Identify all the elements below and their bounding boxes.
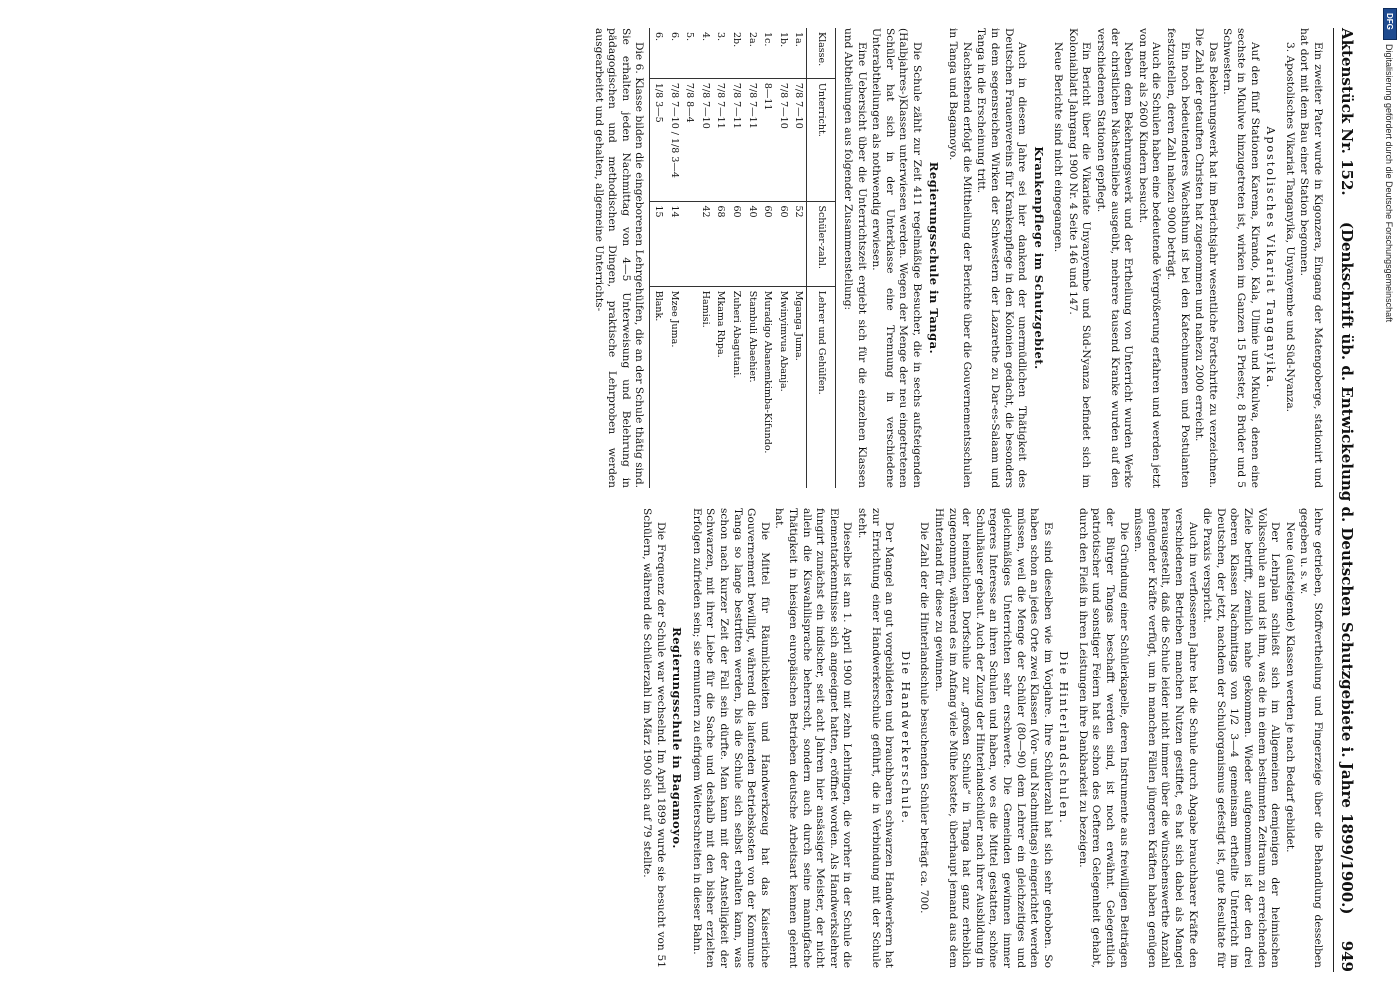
table-cell: Muradigo Abanemkimba-Kifundo. [760, 286, 776, 488]
table-row [744, 28, 760, 488]
table-row [697, 28, 713, 488]
paragraph: Die Zahl der die Hinterlandschule besuchenden Schüler beträgt ca. 700. [918, 522, 931, 914]
table-cell [682, 201, 698, 286]
table-cell: 6. [650, 28, 666, 78]
rotated-document-page [8, 8, 1370, 992]
paragraph: Die Frequenz der Schule war wechselnd. Im April 1899 wurde sie besucht von 51 Schülern, während die Schülerzahl im März 1900 sich auf 79 stellte. [641, 508, 667, 968]
table-header: Unterricht. [807, 78, 836, 201]
running-head [1333, 28, 1360, 972]
watermark-text: Digitalisierung gefördert durch die Deutsche Forschungsgemeinschaft [1384, 44, 1394, 323]
table-cell: 15 [650, 201, 666, 286]
table-cell: Zuheri Abagutani. [728, 286, 744, 488]
table-cell: 68 [713, 201, 729, 286]
table-cell: 1b. [777, 32, 789, 48]
paragraph: Ein Bericht über die Vikariate Unyanyembe und Süd-Nyanza befindet sich im Kolonialblatt Jahrgang 1900 Nr. 4 Seite 146 und 147. [1066, 28, 1093, 488]
heading-krankenpflege: Krankenpflege im Schutzgebiet. [1031, 146, 1046, 370]
table-cell [682, 286, 698, 488]
table-cell: Hamisi. [697, 286, 713, 488]
table-cell: 5. [684, 32, 696, 42]
paragraph: Dieselbe ist am 1. April 1900 mit zehn Lehrlingen, die vorher in der Schule die Elementarkenntnisse sich angeeignet hatten, eröffnet worden. Als Handwerkslehrer fungirt zunächst ein indischer, seit acht Jahren hier ansässiger Meister, der nicht allein die Kiswahilisprache beherrscht, sondern auch durch seine mannigfache Thätigkeit in hiesigen europäischen Betrieben deutsche Arbeitsart kennen gelernt hat. [773, 508, 854, 968]
table-cell: 1c. [762, 32, 774, 47]
paragraph: Neue (aufsteigende) Klassen werden je nach Bedarf gebildet. [1283, 522, 1296, 853]
table-header: Klasse. [807, 28, 836, 78]
dfg-logo-text: DFG [1385, 13, 1394, 30]
page-number: 949 [1338, 940, 1356, 972]
table-header: Schüler-zahl. [807, 201, 836, 286]
table-cell: 1/8 3—5 [650, 78, 666, 201]
table-cell: 60 [728, 201, 744, 286]
table-cell: 60 [760, 201, 776, 286]
table-cell: 7/8 7—10 [791, 78, 807, 201]
right-column [639, 508, 1325, 968]
table-header: Lehrer und Gehülfen. [807, 286, 836, 488]
table-cell: 7/8 7—10 [697, 78, 713, 201]
table-cell: 1a. [793, 32, 805, 47]
paragraph: Auch im verflossenen Jahre hat die Schule durch Abgabe brauchbarer Kräfte den verschiedenen Betrieben manchen Nutzen gestiftet, es hat sich dabei als Mangel herausgestellt, daß die Schule leider nicht immer über die wünschenswerthe Anzahl genügender Kräfte verfügt, um in manchen Fällen jüngeren Kräften haben genügen müssen. [1132, 508, 1199, 968]
paragraph: Neue Berichte sind nicht eingegangen. [1052, 42, 1065, 253]
heading-regierungsschule-tanga: Regierungsschule in Tanga. [926, 161, 941, 355]
table-row [775, 28, 791, 488]
section-heading-vikariat: 3. Apostolisches Vikariat Tanganyika, Unyanyembe und Süd-Nyanza. [1283, 42, 1296, 413]
paragraph: Auch in diesem Jahre sei hier dankend der unermüdlichen Thätigkeit des Deutschen Frauenvereins für Krankenpflege in den Kolonien gedacht, die besonders in dem segensreichen Wirken der Schwestern der Lazarethe zu Dar-es-Salaam und Tanga in die Erscheinung tritt. [975, 28, 1029, 488]
dfg-watermark [1383, 8, 1395, 808]
paragraph: Die 6. Klasse bilden die eingeborenen Lehrgehülfen, die an der Schule thätig sind. Sie erhalten jeden Nachmittag von 4—5 Unterweisung und Belehrung in pädagogischen und methodischen Dingen, praktische Lehrproben werden ausgearbeitet und gehalten, allgemeine Unterrichts- [592, 28, 646, 488]
table-cell: 7/8 7—11 [728, 78, 744, 201]
heading-handwerkerschule: Die Handwerkerschule. [898, 651, 912, 825]
table-cell: 2b. [731, 32, 743, 48]
dfg-logo [1383, 8, 1397, 40]
table-row [728, 28, 744, 488]
class-schedule-table [649, 28, 836, 488]
table-cell: 8—11 [760, 78, 776, 201]
table-row [682, 28, 698, 488]
table-cell: 7/8 7—10 / 1/8 3—4 [666, 78, 682, 201]
table-row [666, 28, 682, 488]
table-cell: 60 [775, 201, 791, 286]
paragraph: Ein noch bedeutenderes Wachsthum ist bei den Katechumenen und Postulanten festzustellen, deren Zahl nahezu 9000 beträgt. [1165, 28, 1191, 488]
paragraph: Nachstehend erfolgt die Mittheilung der Berichte über die Gouvernementsschulen in Tanga und Bagamoyo. [947, 28, 973, 488]
heading-hinterlandschulen: Die Hinterlandschulen. [1057, 651, 1071, 825]
paragraph: Auf den fünf Stationen Karema, Kirando, Kala, Ulimie und Mkulwa, denen eine sechste in Mkulwe hinzugetreten ist, wirken im Ganzen 15 Priester, 8 Brüder und 5 Schwestern. [1221, 28, 1261, 488]
table-row [713, 28, 729, 488]
table-cell: 6. [668, 32, 680, 42]
paragraph: Die Gründung einer Schülerkapelle, deren Instrumente aus freiwilligen Beiträgen der Bürger Tangas beschafft werden sind, ist noch erwähnt. Gelegentlich patriotischer und sonstiger Feiern hat sie schon des Oefteren Gelegenheit gehabt, durch den Fleiß in ihren Leistungen ihre Dankbarkeit zu bezeigen. [1076, 508, 1130, 968]
paragraph: Neben dem Bekehrungswerk und der Ertheilung von Unterricht wurden Werke der christlichen Nächstenliebe ausgeübt, mehrere tausend Kranke wurden auf den verschiedenen Stationen gepflegt. [1095, 28, 1135, 488]
paragraph: Die Mittel für Räumlichkeiten und Handwerkzeug hat das Kaiserliche Gouvernement bewilligt, während die laufenden Betriebskosten von der Kommune Tanga so lange bestritten werden, bis die Schule sich selbst erhalten kann, was schon nach kurzer Zeit der Fall sein dürfte. Man kann mit der Anstelligkeit der Schwarzen, mit ihrer Liebe für die Sache und deshalb mit den bisher erzielten Erfolgen zufrieden sein; sie ermuntern zu eifrigem Weiterschreiten in dieser Bahn. [690, 508, 771, 968]
paragraph: lehre getrieben, Stoffvertheilung und Fingerzeige über die Behandlung desselben gegeben u. s. w. [1298, 508, 1324, 968]
table-cell: 2a. [746, 32, 758, 47]
table-cell: Mkama Rhpa. [713, 286, 729, 488]
table-row [791, 28, 807, 488]
paragraph: Der Mangel an gut vorgebildeten und brauchbaren schwarzen Handwerkern hat zur Errichtung einer Handwerkerschule geführt, die in Verbindung mit der Schule steht. [856, 508, 896, 968]
paragraph: Das Bekehrungswerk hat im Berichtsjahr wesentliche Fortschritte zu verzeichnen. Die Zahl der getauften Christen hat zugenommen und nahezu 2000 erreicht. [1193, 28, 1219, 488]
table-cell: 4. [699, 32, 711, 42]
paragraph: Es sind dieselben wie im Vorjahre. Ihre Schülerzahl hat sich sehr gehoben. So haben schon an jedes Orte zwei Klassen (Vor- und Nachmittags) eingerichtet werden müssen, weil die Menge der Schüler (80—90) dem Lehrer ein gleichzeitiges und gleichmäßiges Unterrichten sehr erschwerte. Die Gemeinden gewinnen immer regeres Interesse an ihren Schulen und haben, wo es die Mittel gestatten, schöne Schulhäuser gebaut. Auch der Zuzug der Hinterlandschüler nach ihrer Ausbildung in der heimatlichen Dorfschule zur „großen Schule“ in Tanga hat ganz erheblich zugenommen, während es im Anfang viele Mühe kostete, überhaupt jemand aus dem Hinterland für diese zu gewinnen. [932, 508, 1054, 968]
table-cell: Mzee Juma. [666, 286, 682, 488]
table-cell: 7/8 7—11 [744, 78, 760, 201]
document-title: (Denkschrift üb. d. Entwickelung d. Deutschen Schutzgebiete i. Jahre 1899/1900.) [1338, 221, 1356, 915]
paragraph: Die Schule zählt zur Zeit 411 regelmäßige Besucher, die in sechs aufsteigenden (Halbjahres-)Klassen unterwiesen werden. Wegen der Menge der neu eingetretenen Schüler hat sich in der Unterklasse eine Trennung in verschiedene Unterabtheilungen als nothwendig erwiesen. [870, 28, 923, 488]
table-cell: 7/8 7—10 [775, 78, 791, 201]
heading-regierungsschule-bagamoyo: Regierungsschule in Bagamoyo. [670, 627, 685, 849]
table-body [650, 28, 807, 488]
left-column [590, 28, 1324, 488]
table-cell: Stambuli Abaehier. [744, 286, 760, 488]
table-cell: 52 [791, 201, 807, 286]
paragraph: Auch die Schulen haben eine bedeutende Vergrößerung erfahren und werden jetzt von mehr als 2600 Kindern besucht. [1136, 28, 1163, 488]
table-cell: 7/8 7—11 [713, 78, 729, 201]
table-cell: Mganga Juma. [791, 286, 807, 488]
table-row [760, 28, 776, 488]
paragraph: Eine Uebersicht über die Unterrichtszeit ergiebt sich für die einzelnen Klassen und Abtheilungen aus folgender Zusammenstellung: [842, 28, 868, 488]
paragraph: Der Lehrplan schließt sich im Allgemeinen demjenigen der heimischen Volksschule an und ist ihm, was die in einem bestimmten Zeitraum zu erreichenden Ziele betrifft, ziemlich nahe gekommen. Wieder aufgenommen ist der den drei oberen Klassen Nachmittags von 1/2 3—4 gemeinsam ertheilte Unterricht im Deutschen, der jetzt, nachdem der Schulorganismus gefestigt ist, gute Resultate für die Praxis verspricht. [1201, 508, 1282, 968]
table-cell: Mwinyimvua Abanja. [775, 286, 791, 488]
subheading-apostolisches-vikariat: Apostolisches Vikariat Tanganyika. [1264, 126, 1278, 390]
paragraph: Ein zweiter Pater wurde in Kigonzera, Eingang der Matengoberge, stationirt und hat dort mit dem Bau einer Station begonnen. [1298, 28, 1324, 488]
table-cell: 3. [715, 32, 727, 42]
table-cell: 42 [697, 201, 713, 286]
table-cell: 14 [666, 201, 682, 286]
document-number: Aktenstück Nr. 152. [1338, 28, 1356, 196]
table-row [650, 28, 666, 488]
table-cell: 7/8 8—4 [682, 78, 698, 201]
table-cell: 40 [744, 201, 760, 286]
table-cell: Blank. [650, 286, 666, 488]
